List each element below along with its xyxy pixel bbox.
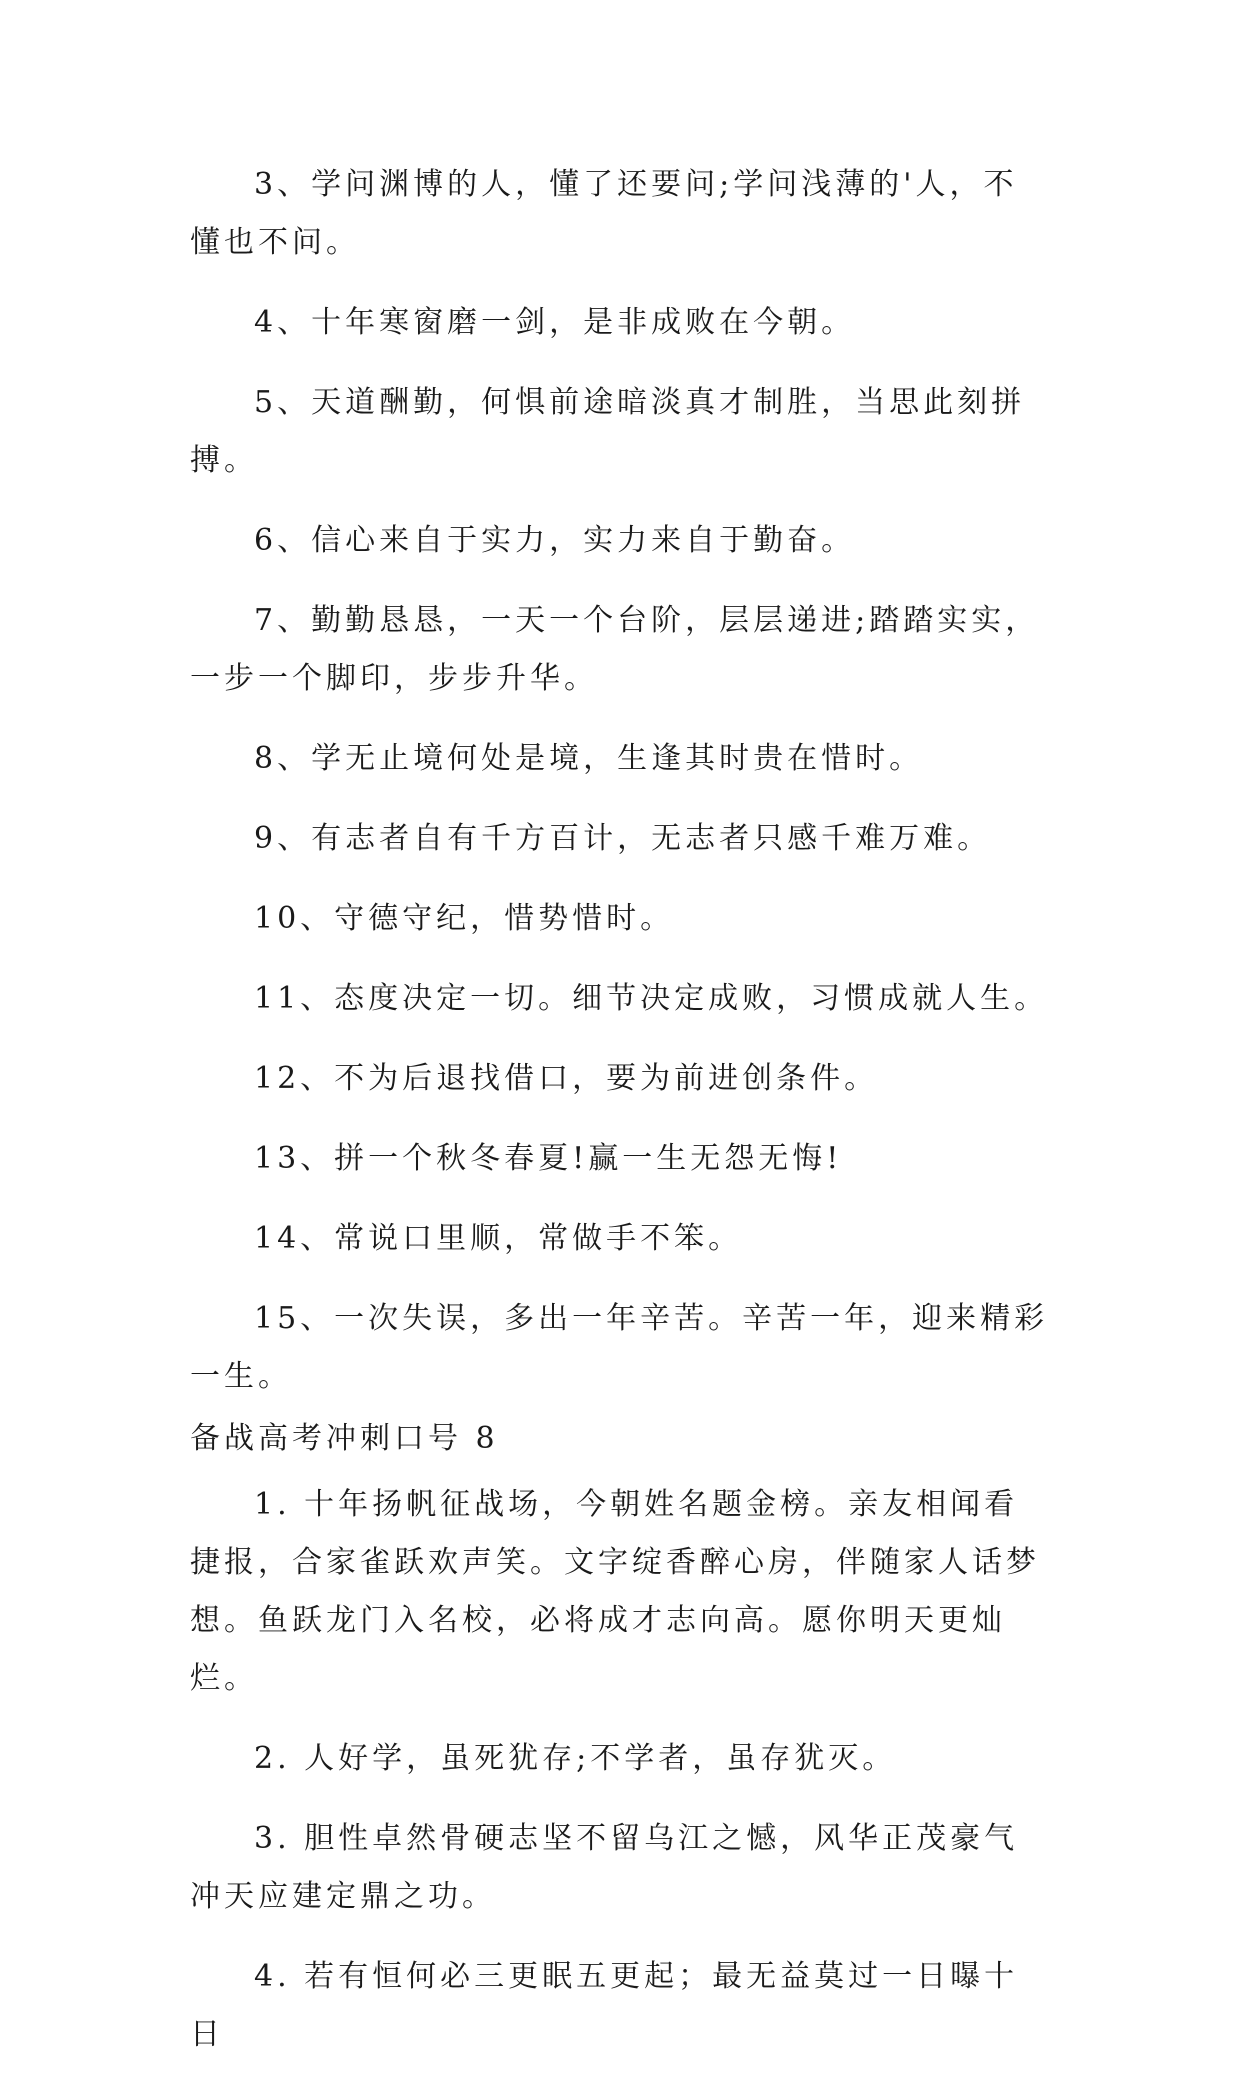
paragraph-8: 8、学无止境何处是境，生逢其时贵在惜时。 (254, 741, 924, 776)
paragraph-7: 7、勤勤恳恳，一天一个台阶，层层递进;踏踏实实，一步一个脚印，步步升华。 (190, 603, 1040, 696)
paragraph-3: 3、学问渊博的人，懂了还要问;学问浅薄的'人，不懂也不问。 (190, 167, 1018, 260)
paragraph-6: 6、信心来自于实力，实力来自于勤奋。 (254, 523, 856, 558)
section-paragraph-1: 1. 十年扬帆征战场，今朝姓名题金榜。亲友相闻看捷报，合家雀跃欢声笑。文字绽香醉心房，伴随家人话梦想。鱼跃龙门入名校，必将成才志向高。愿你明天更灿烂。 (190, 1487, 1040, 1696)
section-paragraph-3: 3. 胆性卓然骨硬志坚不留乌江之憾，风华正茂豪气冲天应建定鼎之功。 (190, 1821, 1019, 1914)
paragraph-11: 11、态度决定一切。细节决定成败，习惯成就人生。 (254, 981, 1049, 1016)
section-paragraph-2: 2. 人好学，虽死犹存;不学者，虽存犹灭。 (254, 1741, 897, 1776)
document-body (190, 156, 1050, 2086)
paragraph-10: 10、守德守纪，惜势惜时。 (254, 901, 675, 936)
paragraph-14: 14、常说口里顺，常做手不笨。 (254, 1221, 743, 1256)
paragraph-15: 15、一次失误，多出一年辛苦。辛苦一年，迎来精彩一生。 (190, 1301, 1049, 1394)
paragraph-5: 5、天道酬勤，何惧前途暗淡真才制胜，当思此刻拼搏。 (190, 385, 1026, 478)
paragraph-9: 9、有志者自有千方百计，无志者只感千难万难。 (254, 821, 992, 856)
paragraph-12: 12、不为后退找借口，要为前进创条件。 (254, 1061, 879, 1096)
section-heading: 备战高考冲刺口号 8 (190, 1421, 499, 1456)
section-paragraph-4: 4. 若有恒何必三更眠五更起；最无益莫过一日曝十日 (190, 1959, 1019, 2052)
paragraph-4: 4、十年寒窗磨一剑，是非成败在今朝。 (254, 305, 856, 340)
paragraph-13: 13、拼一个秋冬春夏!赢一生无怨无悔! (254, 1141, 843, 1176)
